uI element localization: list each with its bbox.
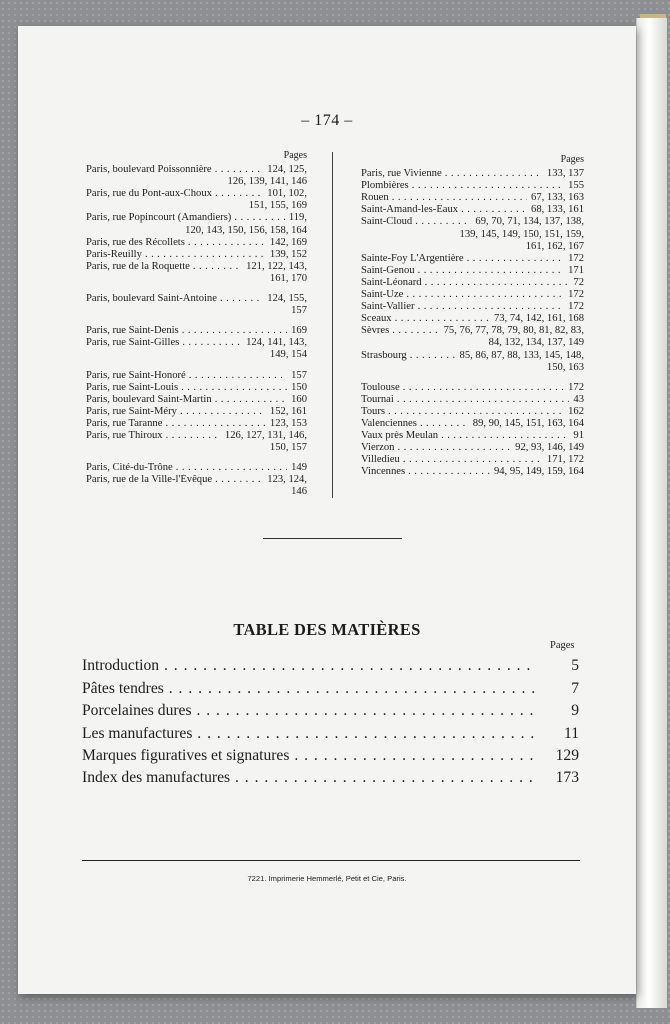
toc-entry-page: 5 (571, 657, 579, 675)
index-entry (361, 406, 584, 418)
index-entry-pages: 123, 153 (269, 417, 307, 429)
index-entry-pages: 124, 141, 143, (246, 337, 307, 349)
printer-imprint: 7221. Imprimerie Hemmerlé, Petit et Cie, Paris. (247, 874, 407, 883)
index-entry-pages: 152, 161 (269, 405, 307, 417)
index-entry (86, 261, 307, 285)
index-entry-name: Paris, rue Saint-Gilles . . . (86, 337, 242, 349)
index-entry-name: Paris, rue du Pont-aux-Choux . . . (86, 188, 263, 200)
index-entry-line (361, 313, 584, 325)
index-entry (361, 301, 584, 313)
index-entry-pages-cont: 161, 170 (269, 272, 307, 284)
index-entry-line (361, 289, 584, 301)
index-entry-name: Paris-Reuilly . . . (86, 249, 266, 261)
index-entry-pages-cont: 146 (291, 486, 307, 498)
index-entry-pages: 126, 127, 131, 146, (224, 429, 307, 441)
index-entry-name: Toulouse . . . (361, 382, 564, 394)
index-entry-name: Paris, rue Taranne . . . (86, 418, 266, 430)
index-entry-line (361, 430, 584, 442)
index-entry (361, 265, 584, 277)
index-entry-line (361, 180, 584, 192)
index-entry-line (361, 454, 584, 466)
index-entry-pages: 172 (568, 381, 584, 393)
index-entry-name: Sceaux . . . (361, 313, 490, 325)
index-entry (361, 418, 584, 430)
index-entry-line (361, 192, 584, 204)
index-entry-line (86, 474, 307, 486)
column-divider (332, 152, 333, 498)
index-entry-name: Paris, boulevard Saint-Antoine . . . (86, 293, 263, 305)
index-entry-pages: 124, 155, (267, 293, 307, 305)
toc-title: TABLE DES MATIÈRES (233, 620, 421, 639)
index-entry-name: Saint-Amand-les-Eaux . . . (361, 204, 527, 216)
index-entry-name: Paris, rue Saint-Méry . . . (86, 406, 266, 418)
index-entry-pages: 43 (573, 393, 584, 405)
index-entry (86, 293, 307, 317)
index-entry-name: Paris, boulevard Poissonnière . . . (86, 164, 263, 176)
index-entry (361, 216, 584, 252)
index-entry-name: Strasbourg . . . (361, 350, 456, 362)
book-page (18, 26, 636, 994)
index-entry-line (361, 216, 584, 228)
index-entry-name: Valenciennes . . . (361, 418, 469, 430)
index-entry-name: Paris, rue de la Ville-l'Évêque . . . (86, 474, 263, 486)
index-entry-line (86, 164, 307, 176)
index-entry-name: Paris, rue Popincourt (Amandiers) . . . (86, 212, 285, 224)
index-entry-line (361, 301, 584, 313)
index-entry (361, 192, 584, 204)
index-entry-name: Paris, rue de la Roquette . . . (86, 261, 242, 273)
index-entry-pages: 150 (291, 381, 307, 393)
index-entry-line (361, 325, 584, 337)
index-entry-pages-cont: 84, 132, 134, 137, 149 (488, 337, 584, 349)
index-entry (361, 253, 584, 265)
index-entry-name: Vierzon . . . (361, 442, 511, 454)
index-entry-pages-cont: 150, 163 (546, 361, 584, 373)
index-entry (86, 337, 307, 361)
index-entry (361, 454, 584, 466)
index-entry-line (86, 382, 307, 394)
index-entry-pages: 94, 95, 149, 159, 164 (493, 466, 584, 478)
index-entry-name: Vaux près Meulan . . . (361, 430, 569, 442)
toc-entry-title: Les manufactures . . . (82, 725, 535, 743)
index-entry (86, 164, 307, 188)
page-stack-edge (636, 18, 667, 1008)
index-entry-line (86, 394, 307, 406)
index-entry-pages: 142, 169 (269, 236, 307, 248)
index-entry (361, 168, 584, 180)
index-entry (361, 313, 584, 325)
index-entry (86, 418, 307, 430)
index-entry (361, 277, 584, 289)
index-entry (361, 394, 584, 406)
toc-entry (82, 675, 579, 697)
index-entry-line (86, 249, 307, 261)
index-entry-line (86, 325, 307, 337)
toc-entry-page: 173 (555, 769, 579, 787)
index-entry-pages-cont: 161, 162, 167 (525, 240, 584, 252)
index-entry-pages-cont: 149, 154 (269, 349, 307, 361)
index-entry (361, 466, 584, 478)
index-entry-name: Villedieu . . . (361, 454, 543, 466)
index-column-right (361, 154, 584, 478)
index-entry-pages: 89, 90, 145, 151, 163, 164 (472, 417, 584, 429)
toc-entry-title: Index des manufactures . . . (82, 769, 535, 787)
index-entry-pages: 72 (573, 276, 584, 288)
index-entry-line (86, 261, 307, 273)
toc-pages-header: Pages (550, 640, 575, 651)
index-entry-name: Paris, rue des Récollets . . . (86, 237, 266, 249)
index-entry-pages: 149 (291, 462, 307, 474)
index-entry-name: Paris, rue Vivienne . . . (361, 168, 543, 180)
toc-list (82, 653, 579, 787)
index-entry-name: Saint-Vallier . . . (361, 301, 564, 313)
index-entry-line (361, 204, 584, 216)
index-entry-pages: 85, 86, 87, 88, 133, 145, 148, (459, 349, 584, 361)
index-entry-line (361, 418, 584, 430)
index-entry-pages-cont: 150, 157 (269, 442, 307, 454)
index-entry-name: Paris, boulevard Saint-Martin . . . (86, 394, 287, 406)
pages-header: Pages (283, 150, 307, 161)
index-entry-pages: 155 (568, 180, 584, 192)
toc-entry-title: Porcelaines dures . . . (82, 702, 535, 720)
toc-entry (82, 743, 579, 765)
pages-header: Pages (560, 154, 584, 165)
toc-entry-page: 11 (563, 724, 579, 742)
index-entry (86, 370, 307, 382)
index-entry (86, 462, 307, 474)
section-rule (263, 538, 402, 539)
index-entry-pages-cont: 139, 145, 149, 150, 151, 159, (459, 228, 584, 240)
index-entry-line (361, 277, 584, 289)
index-entry (361, 350, 584, 374)
index-entry-pages-cont: 126, 139, 141, 146 (227, 176, 307, 188)
index-entry-name: Sainte-Foy L'Argentière . . . (361, 253, 564, 265)
page-number: – 174 – (301, 112, 353, 129)
index-entry (86, 237, 307, 249)
index-entry-line (86, 418, 307, 430)
index-entry-pages: 123, 124, (267, 474, 307, 486)
index-entry-line (86, 237, 307, 249)
index-entry-line (361, 168, 584, 180)
index-entry-name: Plombières . . . (361, 180, 564, 192)
index-entry (361, 430, 584, 442)
index-entry-line (361, 253, 584, 265)
index-entry-name: Paris, rue Saint-Louis . . . (86, 382, 287, 394)
index-entry-name: Sèvres . . . (361, 325, 440, 337)
index-entry-name: Saint-Cloud . . . (361, 216, 471, 228)
index-entry-pages: 91 (573, 430, 584, 442)
index-entry-line (86, 293, 307, 305)
index-entry-line (86, 462, 307, 474)
index-entry (86, 212, 307, 236)
index-entry (361, 204, 584, 216)
index-entry-line (361, 466, 584, 478)
index-entry-name: Rouen . . . (361, 192, 527, 204)
index-entry-line (361, 406, 584, 418)
toc-entry (82, 765, 579, 787)
index-entry-pages: 124, 125, (267, 164, 307, 176)
index-entry-pages: 67, 133, 163 (531, 192, 584, 204)
index-entry-line (361, 350, 584, 362)
toc-entry (82, 653, 579, 675)
index-entry-name: Vincennes . . . (361, 466, 490, 478)
index-entry (361, 382, 584, 394)
index-column-left (86, 150, 307, 498)
index-entry-pages: 157 (291, 369, 307, 381)
index-entry (86, 382, 307, 394)
index-entry-line (86, 212, 307, 224)
index-entry (86, 325, 307, 337)
index-entry (86, 474, 307, 498)
index-entry-line (361, 382, 584, 394)
index-entry-pages: 171 (568, 264, 584, 276)
toc-entry (82, 720, 579, 742)
index-entry-name: Saint-Uze . . . (361, 289, 564, 301)
index-entry-pages: 75, 76, 77, 78, 79, 80, 81, 82, 83, (443, 325, 584, 337)
toc-entry-title: Introduction . . . (82, 657, 535, 675)
index-entry-pages: 160 (291, 393, 307, 405)
index-entry-name: Saint-Léonard . . . (361, 277, 569, 289)
index-entry-name: Paris, Cité-du-Trône . . . (86, 462, 287, 474)
index-entry (361, 442, 584, 454)
index-entry-line (86, 406, 307, 418)
index-entry-name: Tours . . . (361, 406, 564, 418)
index-entry-pages: 101, 102, (267, 188, 307, 200)
index-entry-line (361, 442, 584, 454)
index-entry (361, 289, 584, 301)
index-entry-pages: 169 (291, 325, 307, 337)
toc-entry-page: 9 (571, 702, 579, 720)
index-entry-name: Tournai . . . (361, 394, 569, 406)
index-entry-pages-cont: 151, 155, 169 (248, 200, 307, 212)
index-entry-pages: 133, 137 (546, 168, 584, 180)
index-entry (361, 180, 584, 192)
toc-entry-title: Marques figuratives et signatures . . . (82, 747, 535, 765)
index-entry-pages: 69, 70, 71, 134, 137, 138, (475, 216, 584, 228)
index-entry-name: Paris, rue Thiroux . . . (86, 430, 221, 442)
toc-entry-page: 7 (571, 679, 579, 697)
index-entry-line (86, 370, 307, 382)
index-entry-name: Paris, rue Saint-Denis . . . (86, 325, 287, 337)
index-entry-pages-cont: 120, 143, 150, 156, 158, 164 (185, 224, 307, 236)
index-entry-line (86, 430, 307, 442)
index-entry-pages: 68, 133, 161 (531, 204, 584, 216)
index-entry (86, 394, 307, 406)
index-entry-pages: 73, 74, 142, 161, 168 (493, 313, 584, 325)
index-entry-pages: 121, 122, 143, (246, 260, 307, 272)
index-entry (86, 249, 307, 261)
index-entry-line (361, 265, 584, 277)
index-entry-pages: 119, (288, 212, 307, 224)
toc-entry-page: 129 (555, 746, 579, 764)
index-entry-pages: 92, 93, 146, 149 (515, 442, 584, 454)
index-entry (86, 430, 307, 454)
index-entry-pages: 172 (568, 301, 584, 313)
index-entry (86, 406, 307, 418)
index-entry-pages: 172 (568, 289, 584, 301)
index-entry-line (361, 394, 584, 406)
index-entry (361, 325, 584, 349)
index-entry-line (86, 337, 307, 349)
index-entry (86, 188, 307, 212)
index-entry-line (86, 188, 307, 200)
index-entry-pages: 139, 152 (269, 248, 307, 260)
index-entry-pages: 171, 172 (546, 454, 584, 466)
index-entry-pages: 172 (568, 252, 584, 264)
index-entry-name: Saint-Genou . . . (361, 265, 564, 277)
footer-rule (82, 860, 580, 861)
index-entry-name: Paris, rue Saint-Honoré . . . (86, 370, 287, 382)
index-entry-pages: 162 (568, 405, 584, 417)
toc-entry-title: Pâtes tendres . . . (82, 680, 535, 698)
index-entry-pages-cont: 157 (291, 305, 307, 317)
toc-entry (82, 698, 579, 720)
